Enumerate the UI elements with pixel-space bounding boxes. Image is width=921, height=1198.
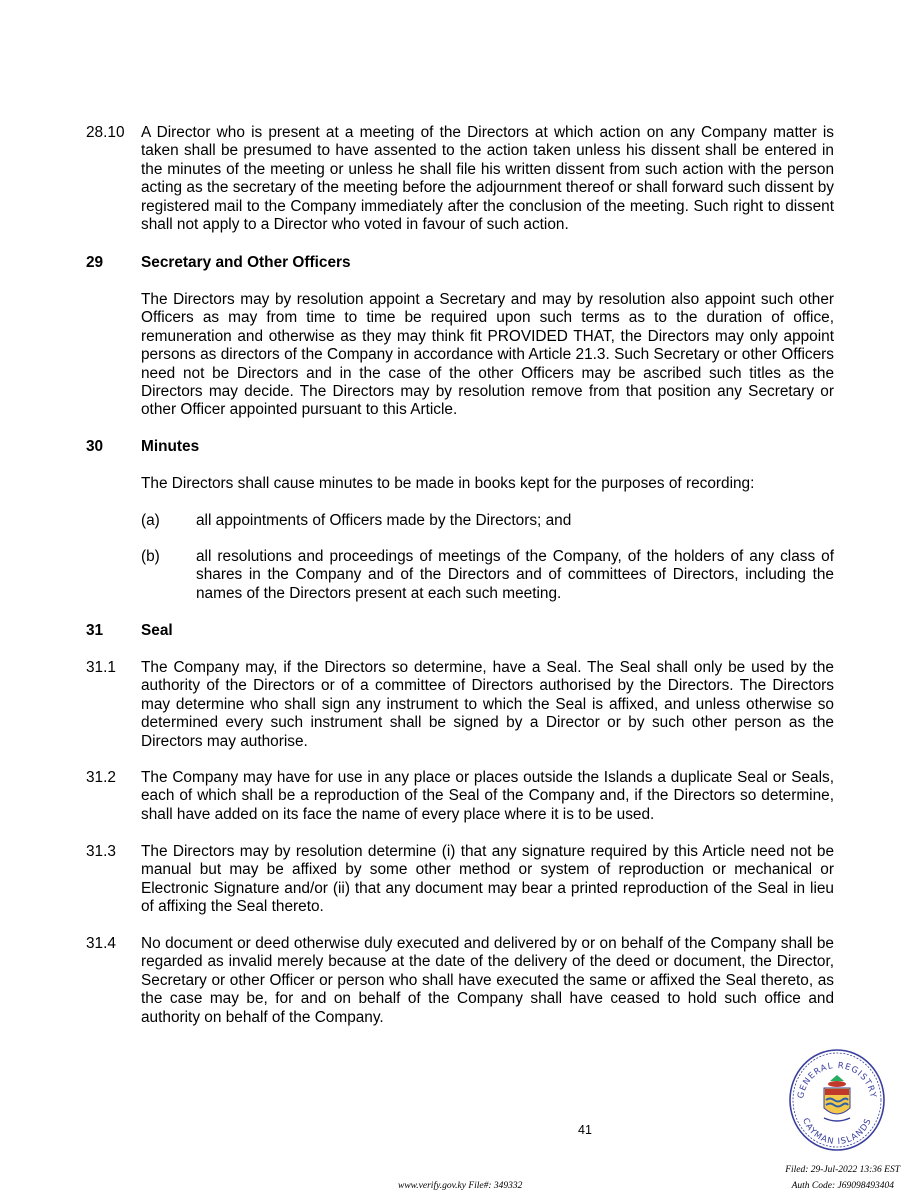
article-30-text: The Directors shall cause minutes to be made in books kept for the purposes of recording:	[141, 475, 755, 492]
clause-31-3-text: The Directors may by resolution determine (i) that any signature required by this Article need not be manual but may be affixed by some other method or system of reproduction or mechanical or Electronic Signature and/or (ii) that any document may bear a printed reproduction of the Seal in lieu of affixing the Seal thereto.	[141, 843, 834, 916]
clause-number: 31.1	[86, 659, 116, 676]
article-31-number: 31	[86, 622, 104, 639]
sub-item-b-text: all resolutions and proceedings of meetings of the Company, of the holders of any class of shares in the Company and of the Directors and of committees of Directors, including the names of the Directors present at each such meeting.	[196, 548, 834, 602]
seal-top-text: GENERAL REGISTRY	[796, 1060, 878, 1100]
filed-stamp: Filed: 29-Jul-2022 13:36 EST	[785, 1165, 900, 1175]
article-30-heading: Minutes	[141, 438, 200, 455]
page-number: 41	[578, 1123, 592, 1137]
clause-28-10-text: A Director who is present at a meeting of the Directors at which action on any Company matter is taken shall be presumed to have assented to the action taken unless his dissent shall be entered in the minutes of the meeting or unless he shall file his written dissent from such action with the person acting as the secretary of the meeting before the adjournment thereof or shall forward such dissent by registered mail to the Company immediately after the conclusion of the meeting. Such right to dissent shall not apply to a Director who voted in favour of such action.	[141, 124, 834, 234]
seal-bottom-text: CAYMAN ISLANDS	[799, 1116, 874, 1148]
sub-item-a-label: (a)	[141, 512, 160, 529]
clause-number: 31.4	[86, 935, 116, 952]
article-29-number: 29	[86, 254, 104, 271]
registry-seal-icon	[788, 1048, 886, 1152]
sub-item-b-label: (b)	[141, 548, 160, 565]
article-31-heading: Seal	[141, 622, 173, 639]
clause-number: 28.10	[86, 124, 125, 141]
clause-31-2-text: The Company may have for use in any place or places outside the Islands a duplicate Seal or Seals, each of which shall be a reproduction of the Seal of the Company and, if the Directors so determine, shall have added on its face the name of every place where it is to be used.	[141, 769, 834, 823]
clause-31-1-text: The Company may, if the Directors so determine, have a Seal. The Seal shall only be used by the authority of the Directors or of a committee of Directors authorised by the Directors. The Directors may determine who shall sign any instrument to which the Seal is affixed, and unless otherwise so determined every such instrument shall be signed by a Director or by such other person as the Directors may authorise.	[141, 659, 834, 750]
coat-of-arms-icon	[824, 1075, 850, 1121]
clause-number: 31.3	[86, 843, 116, 860]
sub-item-a-text: all appointments of Officers made by the Directors; and	[196, 512, 572, 529]
article-29-heading: Secretary and Other Officers	[141, 254, 351, 271]
verify-footer: www.verify.gov.ky File#: 349332	[398, 1181, 523, 1191]
clause-number: 31.2	[86, 769, 116, 786]
article-30-number: 30	[86, 438, 104, 455]
clause-31-4-text: No document or deed otherwise duly executed and delivered by or on behalf of the Company shall be regarded as invalid merely because at the date of the delivery of the deed or document, the Director, Secretary or other Officer or person who shall have executed the same or affixed the Seal thereto, as the case may be, for and on behalf of the Company shall have ceased to hold such office and authority on behalf of the Company.	[141, 935, 834, 1026]
article-29-text: The Directors may by resolution appoint a Secretary and may by resolution also appoint such other Officers as may from time to time be required upon such terms as to the duration of office, remuneration and otherwise as they may think fit PROVIDED THAT, the Directors may only appoint persons as directors of the Company in accordance with Article 21.3. Such Secretary or other Officers need not be Directors and in the case of the other Officers may be ascribed such titles as the Directors may decide. The Directors may by resolution remove from that position any Secretary or other Officer appointed pursuant to this Article.	[141, 291, 834, 419]
auth-code-stamp: Auth Code: J69098493404	[791, 1181, 894, 1191]
